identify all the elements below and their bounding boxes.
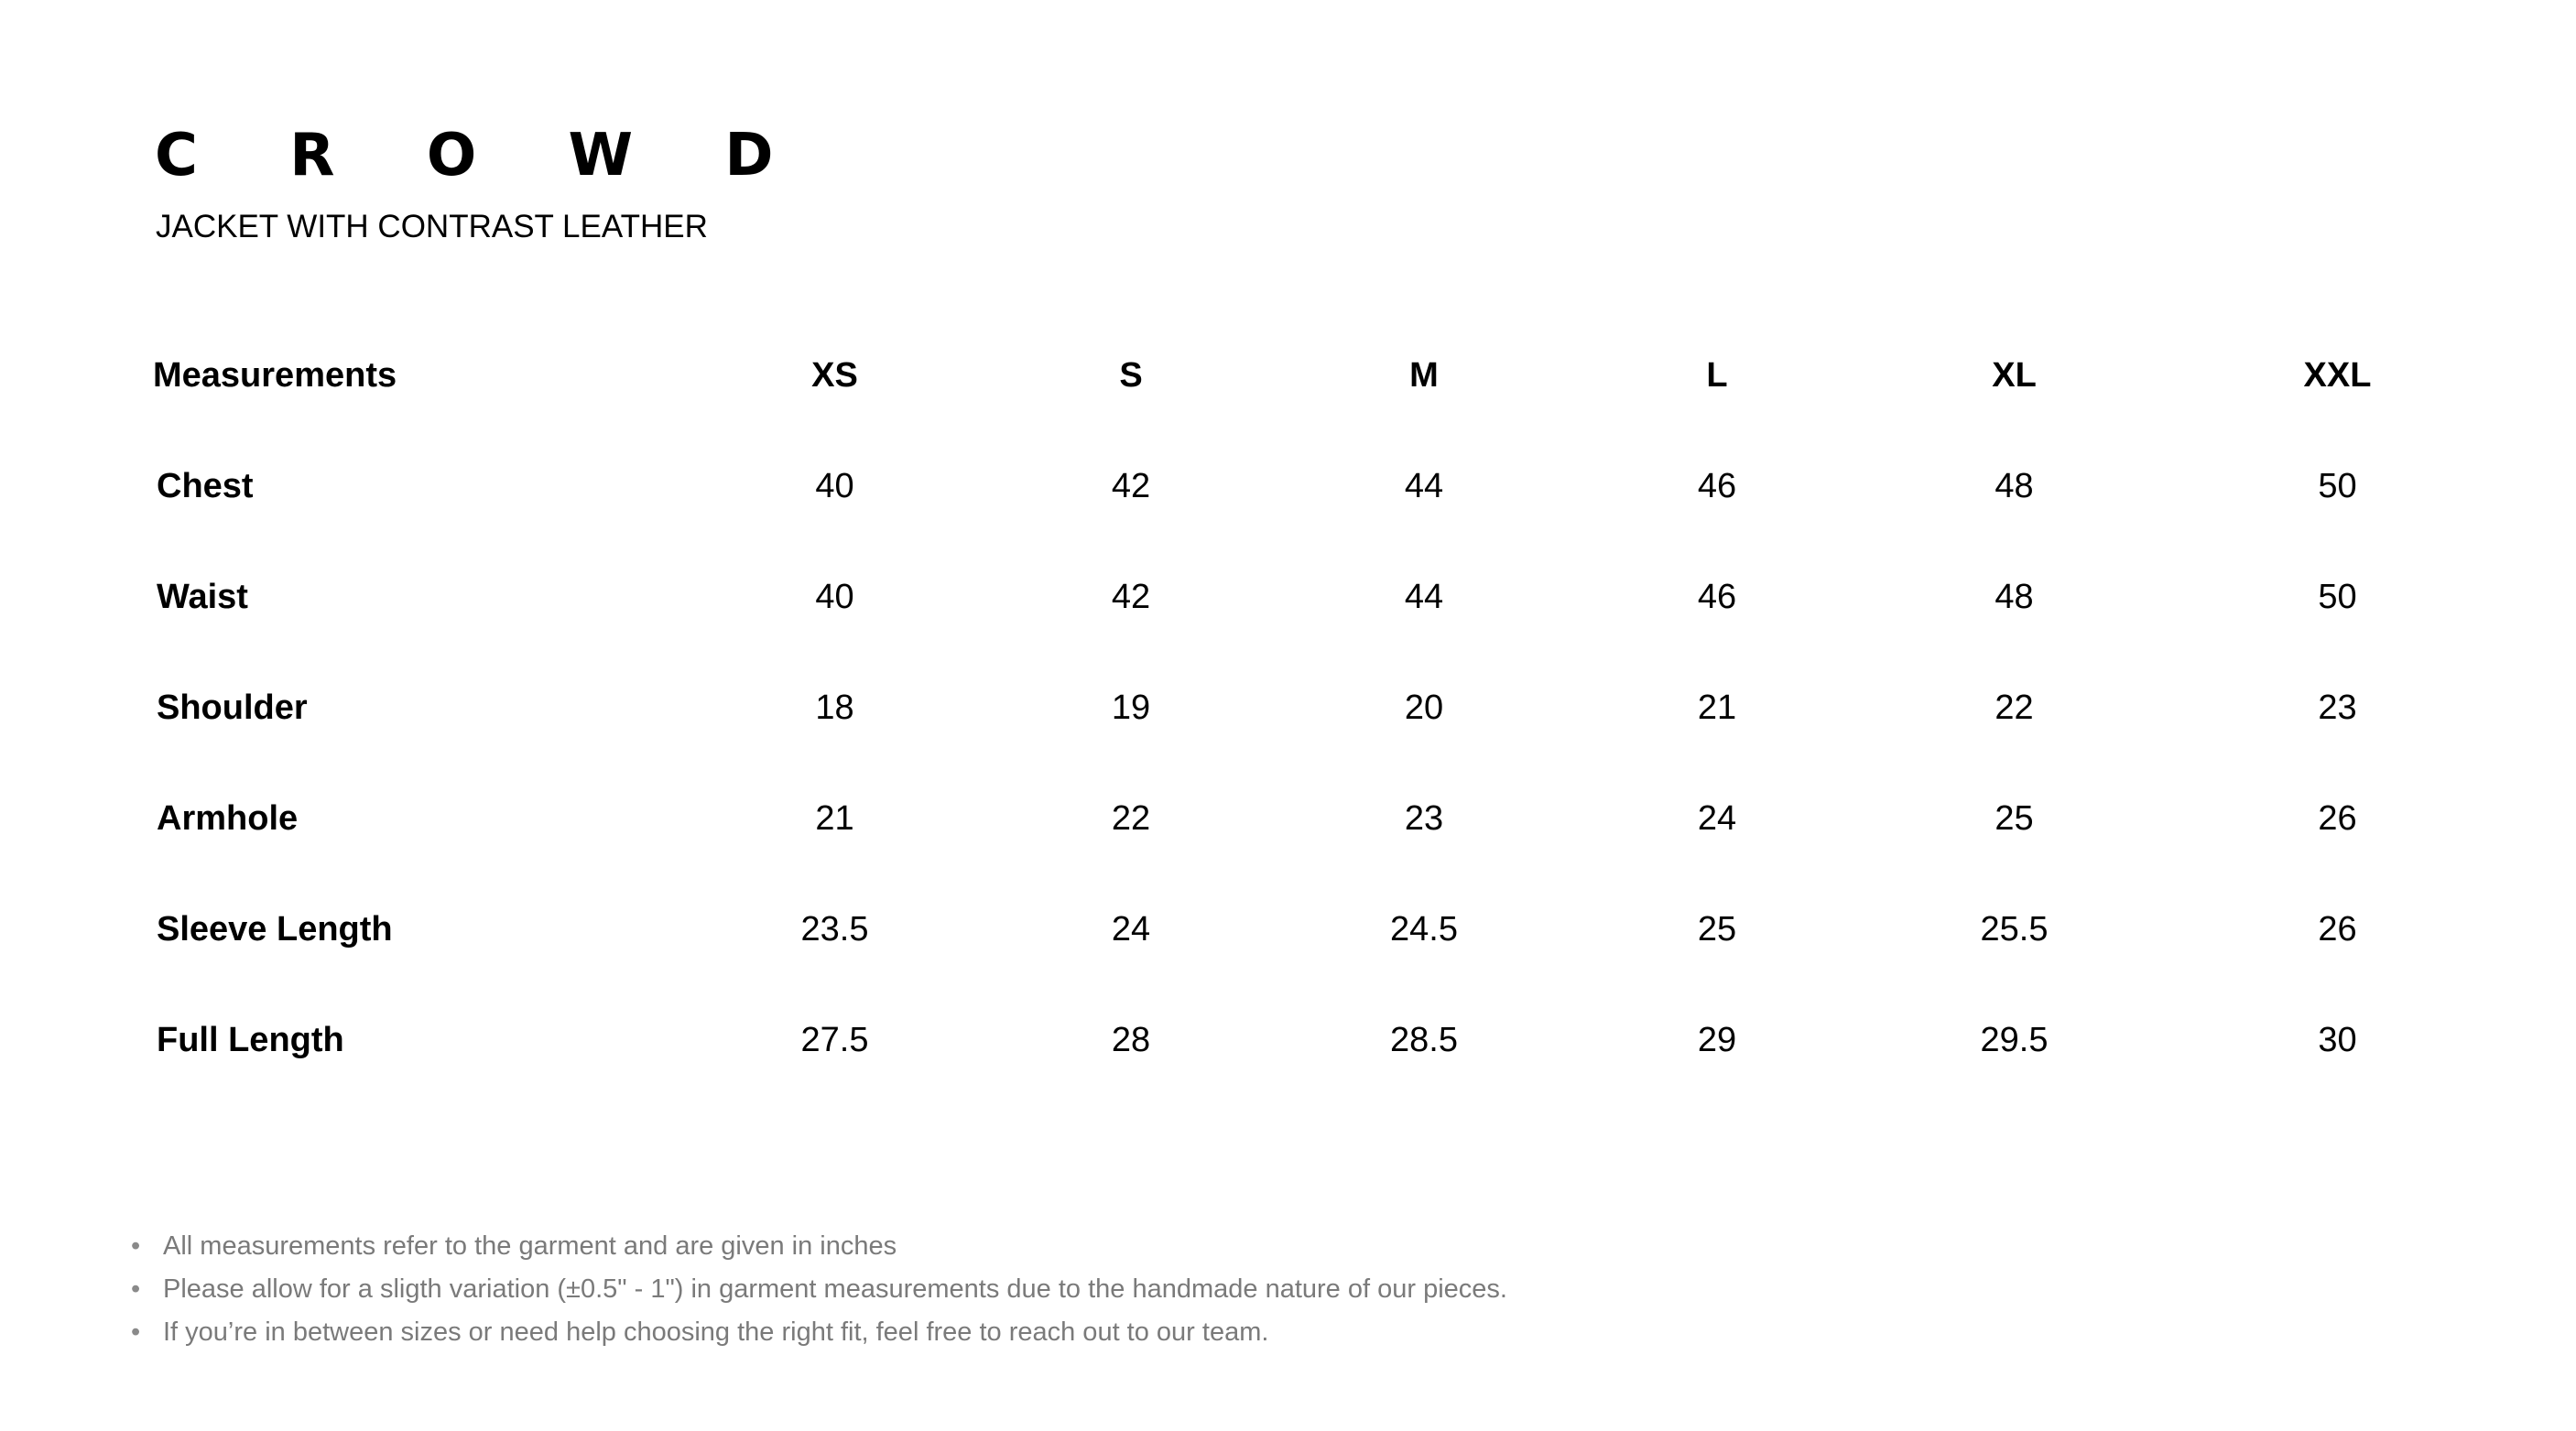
bullet-icon: • — [131, 1231, 141, 1261]
note-item — [131, 1225, 1507, 1268]
table-row-shoulder — [137, 653, 2522, 764]
table-header-row — [137, 320, 2522, 431]
table-cell: 50 — [2318, 467, 2357, 505]
table-cell: 48 — [1994, 467, 2034, 505]
table-cell: 23 — [2318, 688, 2357, 727]
table-cell: 27.5 — [800, 1021, 869, 1059]
table-cell: 22 — [1111, 799, 1151, 838]
table-cell: 44 — [1404, 467, 1444, 505]
table-row-full-length — [137, 985, 2522, 1096]
table-cell: 44 — [1404, 578, 1444, 616]
table-cell: 42 — [1111, 578, 1151, 616]
table-cell: 18 — [815, 688, 854, 727]
note-text: All measurements refer to the garment and are given in inches — [163, 1231, 897, 1261]
note-item — [131, 1311, 1507, 1354]
table-cell: 21 — [1697, 688, 1737, 727]
table-row-waist — [137, 542, 2522, 653]
row-label: Waist — [157, 578, 248, 616]
column-header-xs: XS — [811, 356, 858, 395]
table-cell: 25 — [1994, 799, 2034, 838]
brand-logo: C R O W D — [155, 122, 810, 190]
row-label: Chest — [157, 467, 254, 505]
table-cell: 50 — [2318, 578, 2357, 616]
row-label: Armhole — [157, 799, 299, 838]
table-cell: 24 — [1697, 799, 1737, 838]
table-cell: 40 — [815, 578, 854, 616]
table-cell: 29 — [1697, 1021, 1737, 1059]
row-label: Shoulder — [157, 688, 308, 727]
table-cell: 25.5 — [1980, 910, 2049, 949]
column-header-xl: XL — [1992, 356, 2037, 395]
table-cell: 40 — [815, 467, 854, 505]
row-label: Sleeve Length — [157, 910, 393, 949]
table-cell: 24.5 — [1390, 910, 1458, 949]
table-cell: 46 — [1697, 578, 1737, 616]
table-cell: 26 — [2318, 799, 2357, 838]
table-cell: 23 — [1404, 799, 1444, 838]
note-text: Please allow for a sligth variation (±0.5" - 1") in garment measurements due to the handmade nature of our pieces. — [163, 1274, 1507, 1304]
bullet-icon: • — [131, 1317, 141, 1347]
table-cell: 25 — [1697, 910, 1737, 949]
table-cell: 46 — [1697, 467, 1737, 505]
row-label: Full Length — [157, 1021, 344, 1059]
table-cell: 30 — [2318, 1021, 2357, 1059]
table-row-armhole — [137, 764, 2522, 874]
table-cell: 48 — [1994, 578, 2034, 616]
table-row-chest — [137, 431, 2522, 542]
note-text: If you’re in between sizes or need help choosing the right fit, feel free to reach out to our team. — [163, 1317, 1269, 1347]
table-cell: 23.5 — [800, 910, 869, 949]
table-cell: 24 — [1111, 910, 1151, 949]
table-cell: 29.5 — [1980, 1021, 2049, 1059]
column-header-m: M — [1409, 356, 1439, 395]
table-cell: 26 — [2318, 910, 2357, 949]
size-chart-table — [137, 320, 2522, 1096]
table-row-sleeve-length — [137, 874, 2522, 985]
column-header-xxl: XXL — [2303, 356, 2372, 395]
column-header-s: S — [1119, 356, 1143, 395]
product-title: JACKET WITH CONTRAST LEATHER — [156, 209, 708, 244]
table-cell: 20 — [1404, 688, 1444, 727]
table-cell: 28.5 — [1390, 1021, 1458, 1059]
column-header-l: L — [1706, 356, 1728, 395]
column-header-measurements: Measurements — [153, 356, 397, 395]
table-cell: 42 — [1111, 467, 1151, 505]
table-cell: 28 — [1111, 1021, 1151, 1059]
table-cell: 21 — [815, 799, 854, 838]
bullet-icon: • — [131, 1274, 141, 1304]
note-item — [131, 1268, 1507, 1311]
notes-list — [131, 1225, 1507, 1354]
table-cell: 22 — [1994, 688, 2034, 727]
table-cell: 19 — [1111, 688, 1151, 727]
